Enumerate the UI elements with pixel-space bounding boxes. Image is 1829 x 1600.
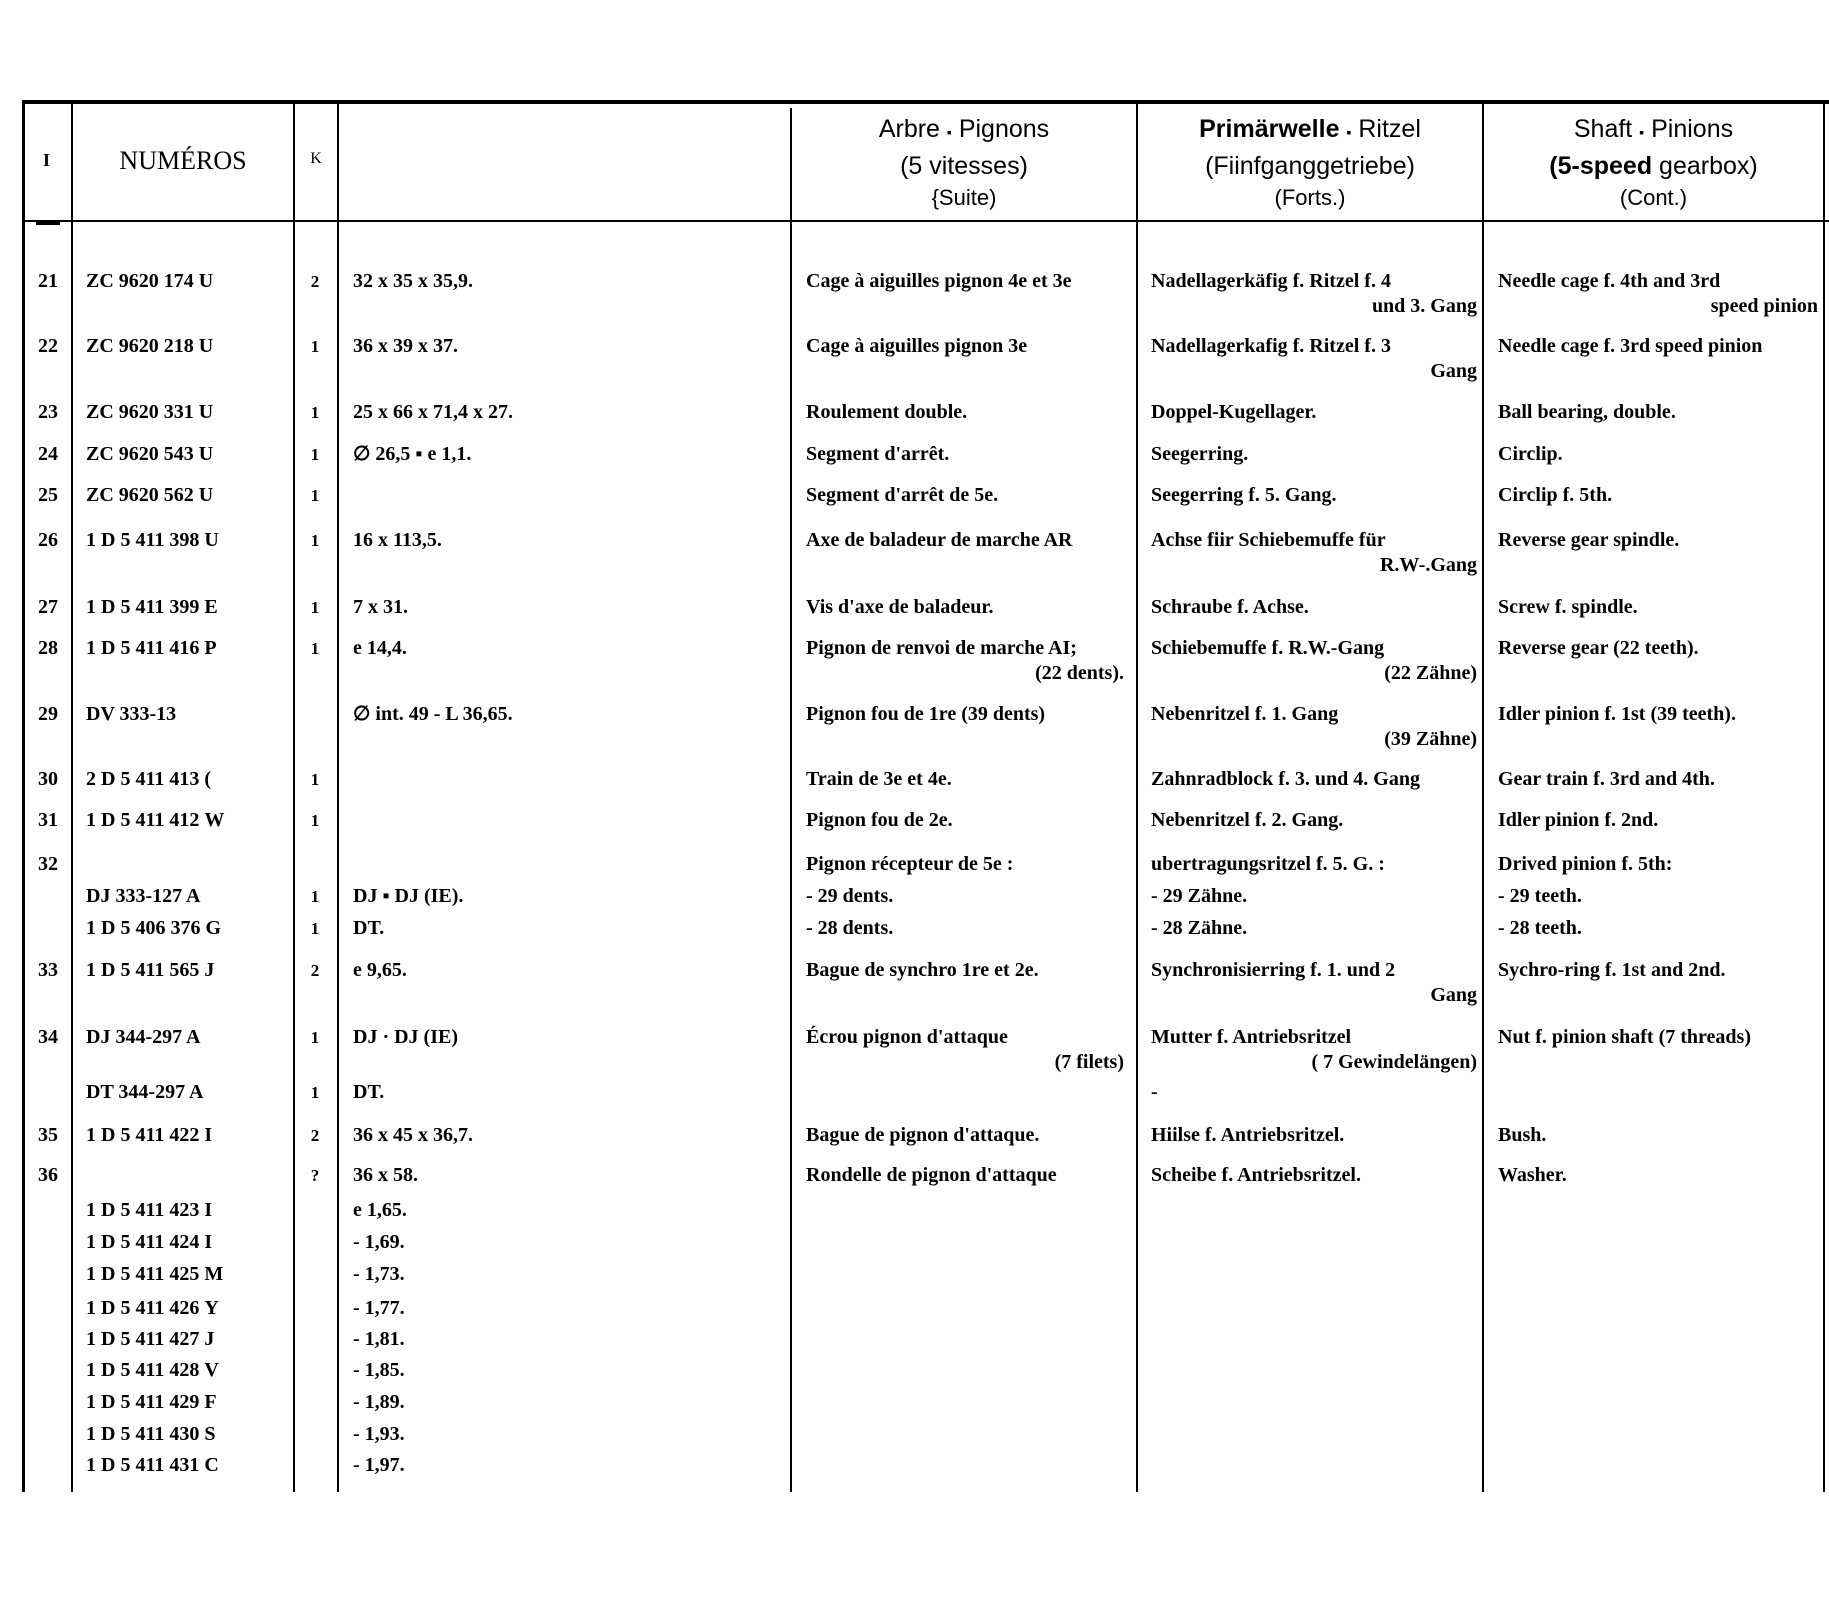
header-french bbox=[792, 112, 1136, 213]
part-letter: M bbox=[204, 1263, 224, 1285]
header-german-note: (Forts.) bbox=[1274, 185, 1346, 210]
dimensions: DT. bbox=[353, 1081, 385, 1103]
part-number: 1 D 5 411 399 E bbox=[86, 596, 218, 618]
description-english: Reverse gear (22 teeth). bbox=[1498, 637, 1699, 659]
dimensions: e 14,4. bbox=[353, 637, 407, 659]
part-number: 1 D 5 411 424 I bbox=[86, 1231, 213, 1253]
description-english: Idler pinion f. 2nd. bbox=[1498, 809, 1659, 831]
row-index: 30 bbox=[38, 768, 58, 790]
description-french-continued: (22 dents). bbox=[1035, 662, 1124, 684]
dimensions: DJ · DJ (IE) bbox=[353, 1026, 458, 1048]
description-english: Nut f. pinion shaft (7 threads) bbox=[1498, 1026, 1751, 1048]
dimensions: 36 x 45 x 36,7. bbox=[353, 1124, 473, 1146]
header-german-title: Primärwelle ▪ Ritzel bbox=[1199, 115, 1421, 143]
dimensions: - 1,69. bbox=[353, 1231, 405, 1253]
description-german-continued: (39 Zähne) bbox=[1384, 728, 1477, 750]
description-french: Écrou pignon d'attaque (7 filets) bbox=[806, 1026, 1124, 1073]
quantity-k: 1 bbox=[310, 919, 320, 938]
col-rule-french bbox=[1136, 104, 1138, 1492]
row-index: 21 bbox=[38, 270, 58, 292]
dimensions: 36 x 39 x 37. bbox=[353, 335, 458, 357]
description-german-continued: und 3. Gang bbox=[1371, 295, 1477, 317]
description-english: Bush. bbox=[1498, 1124, 1547, 1146]
quantity-k: 1 bbox=[310, 1028, 320, 1047]
description-french-continued: (7 filets) bbox=[1054, 1051, 1124, 1073]
header-col-numeros: NUMÉROS bbox=[119, 146, 247, 175]
dimensions: ∅ int. 49 - L 36,65. bbox=[353, 703, 513, 725]
description-german-continued: (22 Zähne) bbox=[1384, 662, 1477, 684]
part-number: 1 D 5 411 412 W bbox=[86, 809, 225, 831]
part-letter: G bbox=[205, 917, 222, 939]
description-french: Axe de baladeur de marche AR bbox=[806, 529, 1073, 551]
part-number: 1 D 5 411 429 F bbox=[86, 1391, 217, 1413]
part-letter: J bbox=[204, 959, 215, 981]
description-german: - 29 Zähne. bbox=[1151, 885, 1248, 907]
part-letter: F bbox=[204, 1391, 217, 1413]
quantity-k: 1 bbox=[310, 531, 320, 550]
description-english: Ball bearing, double. bbox=[1498, 401, 1676, 423]
part-number: 1 D 5 411 425 M bbox=[86, 1263, 224, 1285]
description-german: Doppel-Kugellager. bbox=[1151, 401, 1317, 423]
part-number: 1 D 5 411 431 C bbox=[86, 1454, 219, 1476]
col-rule-left-border bbox=[22, 100, 25, 1492]
description-german-continued: Gang bbox=[1430, 360, 1477, 382]
description-french: Vis d'axe de baladeur. bbox=[806, 596, 994, 618]
row-index: 32 bbox=[38, 853, 58, 875]
header-col-i: I bbox=[42, 150, 50, 170]
part-letter: P bbox=[204, 637, 217, 659]
row-index: 28 bbox=[38, 637, 58, 659]
row-index: 22 bbox=[38, 335, 58, 357]
description-french: Pignon fou de 2e. bbox=[806, 809, 953, 831]
row-index: 36 bbox=[38, 1164, 58, 1186]
part-number: 1 D 5 411 398 U bbox=[86, 529, 219, 551]
part-number: DJ 344-297 A bbox=[86, 1026, 201, 1048]
quantity-k: 1 bbox=[310, 598, 320, 617]
part-number: ZC 9620 218 U bbox=[86, 335, 214, 357]
part-number: 1 D 5 411 422 I bbox=[86, 1124, 213, 1146]
dimensions: - 1,77. bbox=[353, 1297, 405, 1319]
description-french: - 28 dents. bbox=[806, 917, 894, 939]
part-letter: V bbox=[204, 1359, 219, 1381]
part-letter: I bbox=[204, 1124, 213, 1146]
quantity-k: 1 bbox=[310, 639, 320, 658]
dimensions: DJ ▪ DJ (IE). bbox=[353, 885, 464, 907]
part-number: ZC 9620 562 U bbox=[86, 484, 214, 506]
part-number: ZC 9620 174 U bbox=[86, 270, 214, 292]
row-index: 23 bbox=[38, 401, 58, 423]
quantity-k: 1 bbox=[310, 1083, 320, 1102]
description-german: Nebenritzel f. 2. Gang. bbox=[1151, 809, 1344, 831]
description-german: Nebenritzel f. 1. Gang (39 Zähne) bbox=[1151, 703, 1477, 750]
description-french: Rondelle de pignon d'attaque bbox=[806, 1164, 1057, 1186]
description-german: Scheibe f. Antriebsritzel. bbox=[1151, 1164, 1361, 1186]
quantity-k: 2 bbox=[310, 961, 320, 980]
quantity-k: 1 bbox=[310, 337, 320, 356]
description-english: Drived pinion f. 5th: bbox=[1498, 853, 1673, 875]
part-letter: Y bbox=[204, 1297, 219, 1319]
part-letter: E bbox=[204, 596, 218, 618]
col-rule-k bbox=[337, 100, 339, 1492]
description-english: Needle cage f. 3rd speed pinion bbox=[1498, 335, 1763, 357]
description-french: Bague de pignon d'attaque. bbox=[806, 1124, 1040, 1146]
col-rule-right bbox=[1823, 104, 1825, 1492]
dimensions: 36 x 58. bbox=[353, 1164, 418, 1186]
quantity-k: 1 bbox=[310, 770, 320, 789]
description-german: Synchronisierring f. 1. und 2 Gang bbox=[1151, 959, 1477, 1006]
part-number: 1 D 5 411 427 J bbox=[86, 1328, 215, 1350]
part-letter: C bbox=[204, 1454, 219, 1476]
row-index: 33 bbox=[38, 959, 58, 981]
dimensions: - 1,81. bbox=[353, 1328, 405, 1350]
description-german: Nadellagerkafig f. Ritzel f. 3 Gang bbox=[1151, 335, 1477, 382]
margin-mark bbox=[36, 222, 60, 225]
part-letter: I bbox=[204, 1231, 213, 1253]
description-german: - bbox=[1151, 1081, 1158, 1103]
header-english-sub: (5-speed gearbox) bbox=[1549, 152, 1758, 180]
description-german: Mutter f. Antriebsritzel ( 7 Gewindelängen) bbox=[1151, 1026, 1477, 1073]
description-french: Train de 3e et 4e. bbox=[806, 768, 952, 790]
description-german-continued: R.W-.Gang bbox=[1379, 554, 1477, 576]
row-index: 25 bbox=[38, 484, 58, 506]
description-english: - 28 teeth. bbox=[1498, 917, 1582, 939]
description-german: Seegerring f. 5. Gang. bbox=[1151, 484, 1337, 506]
header-german-sub: (Fiinfganggetriebe) bbox=[1205, 152, 1415, 180]
part-number: 1 D 5 411 423 I bbox=[86, 1199, 213, 1221]
description-german: Achse fiir Schiebemuffe für R.W-.Gang bbox=[1151, 529, 1477, 576]
part-number: 1 D 5 411 416 P bbox=[86, 637, 217, 659]
row-index: 27 bbox=[38, 596, 58, 618]
row-index: 31 bbox=[38, 809, 58, 831]
dimensions: e 9,65. bbox=[353, 959, 407, 981]
description-french: Pignon de renvoi de marche AI; (22 dents). bbox=[806, 637, 1124, 684]
quantity-k: ? bbox=[310, 1166, 320, 1185]
dimensions: e 1,65. bbox=[353, 1199, 407, 1221]
part-number: DT 344-297 A bbox=[86, 1081, 204, 1103]
description-german: Zahnradblock f. 3. und 4. Gang bbox=[1151, 768, 1420, 790]
description-german-continued: Gang bbox=[1430, 984, 1477, 1006]
header-french-sub: (5 vitesses) bbox=[900, 152, 1028, 180]
header-french-note: {Suite) bbox=[931, 185, 997, 210]
part-number: 1 D 5 411 426 Y bbox=[86, 1297, 219, 1319]
description-english: Idler pinion f. 1st (39 teeth). bbox=[1498, 703, 1736, 725]
dimensions: - 1,93. bbox=[353, 1423, 405, 1445]
description-german: Nadellagerkäfig f. Ritzel f. 4 und 3. Gang bbox=[1151, 270, 1477, 317]
description-french: Roulement double. bbox=[806, 401, 968, 423]
dimensions: DT. bbox=[353, 917, 385, 939]
quantity-k: 1 bbox=[310, 486, 320, 505]
description-german: Hiilse f. Antriebsritzel. bbox=[1151, 1124, 1345, 1146]
dimensions: - 1,97. bbox=[353, 1454, 405, 1476]
description-english: Screw f. spindle. bbox=[1498, 596, 1638, 618]
part-number: 2 D 5 411 413 ( bbox=[86, 768, 212, 790]
description-english: - 29 teeth. bbox=[1498, 885, 1582, 907]
row-index: 34 bbox=[38, 1026, 58, 1048]
quantity-k: 1 bbox=[310, 887, 320, 906]
description-german: Schiebemuffe f. R.W.-Gang (22 Zähne) bbox=[1151, 637, 1477, 684]
part-number: 1 D 5 411 430 S bbox=[86, 1423, 216, 1445]
row-index: 26 bbox=[38, 529, 58, 551]
dimensions: 16 x 113,5. bbox=[353, 529, 442, 551]
part-number: ZC 9620 331 U bbox=[86, 401, 214, 423]
row-index: 24 bbox=[38, 443, 58, 465]
quantity-k: 2 bbox=[310, 1126, 320, 1145]
dimensions: 7 x 31. bbox=[353, 596, 408, 618]
part-letter: ( bbox=[204, 768, 212, 790]
part-letter: U bbox=[204, 529, 219, 551]
description-french: Cage à aiguilles pignon 3e bbox=[806, 335, 1028, 357]
description-german: ubertragungsritzel f. 5. G. : bbox=[1151, 853, 1385, 875]
row-index: 35 bbox=[38, 1124, 58, 1146]
header-english-note: (Cont.) bbox=[1619, 185, 1688, 210]
header-french-title: Arbre ▪ Pignons bbox=[878, 115, 1050, 143]
part-number: 1 D 5 411 428 V bbox=[86, 1359, 219, 1381]
description-french: Segment d'arrêt. bbox=[806, 443, 950, 465]
description-english: Needle cage f. 4th and 3rd speed pinion bbox=[1498, 270, 1818, 317]
quantity-k: 1 bbox=[310, 445, 320, 464]
description-german: Schraube f. Achse. bbox=[1151, 596, 1309, 618]
dimensions: - 1,73. bbox=[353, 1263, 405, 1285]
description-english-continued: speed pinion bbox=[1710, 295, 1818, 317]
part-number: 1 D 5 411 565 J bbox=[86, 959, 215, 981]
header-col-k: K bbox=[310, 150, 322, 167]
dimensions: - 1,89. bbox=[353, 1391, 405, 1413]
description-french: Pignon récepteur de 5e : bbox=[806, 853, 1014, 875]
description-french: Pignon fou de 1re (39 dents) bbox=[806, 703, 1046, 725]
part-number: 1 D 5 406 376 G bbox=[86, 917, 222, 939]
col-rule-i bbox=[71, 100, 73, 1492]
description-english: Reverse gear spindle. bbox=[1498, 529, 1680, 551]
description-english: Circlip. bbox=[1498, 443, 1563, 465]
description-english: Sychro-ring f. 1st and 2nd. bbox=[1498, 959, 1726, 981]
quantity-k: 1 bbox=[310, 403, 320, 422]
col-rule-numeros bbox=[293, 100, 295, 1492]
dimensions: ∅ 26,5 ▪ e 1,1. bbox=[353, 443, 472, 465]
dimensions: - 1,85. bbox=[353, 1359, 405, 1381]
description-german-continued: ( 7 Gewindelängen) bbox=[1311, 1051, 1477, 1073]
description-french: Segment d'arrêt de 5e. bbox=[806, 484, 999, 506]
col-rule-dims bbox=[790, 108, 792, 1492]
header-english bbox=[1484, 112, 1823, 213]
header-german bbox=[1138, 112, 1482, 213]
description-english: Circlip f. 5th. bbox=[1498, 484, 1613, 506]
part-letter: J bbox=[204, 1328, 215, 1350]
part-number: DV 333-13 bbox=[86, 703, 177, 725]
description-german: Seegerring. bbox=[1151, 443, 1249, 465]
dimensions: 25 x 66 x 71,4 x 27. bbox=[353, 401, 513, 423]
description-german: - 28 Zähne. bbox=[1151, 917, 1248, 939]
quantity-k: 2 bbox=[310, 272, 320, 291]
part-letter: S bbox=[204, 1423, 216, 1445]
header-english-title: Shaft ▪ Pinions bbox=[1573, 115, 1734, 143]
col-rule-german bbox=[1482, 104, 1484, 1492]
part-letter: I bbox=[204, 1199, 213, 1221]
row-index: 29 bbox=[38, 703, 58, 725]
description-french: - 29 dents. bbox=[806, 885, 894, 907]
description-english: Washer. bbox=[1498, 1164, 1567, 1186]
part-number: ZC 9620 543 U bbox=[86, 443, 214, 465]
part-number: DJ 333-127 A bbox=[86, 885, 201, 907]
quantity-k: 1 bbox=[310, 811, 320, 830]
description-french: Bague de synchro 1re et 2e. bbox=[806, 959, 1039, 981]
part-letter: W bbox=[204, 809, 225, 831]
description-french: Cage à aiguilles pignon 4e et 3e bbox=[806, 270, 1072, 292]
description-english: Gear train f. 3rd and 4th. bbox=[1498, 768, 1715, 790]
dimensions: 32 x 35 x 35,9. bbox=[353, 270, 473, 292]
